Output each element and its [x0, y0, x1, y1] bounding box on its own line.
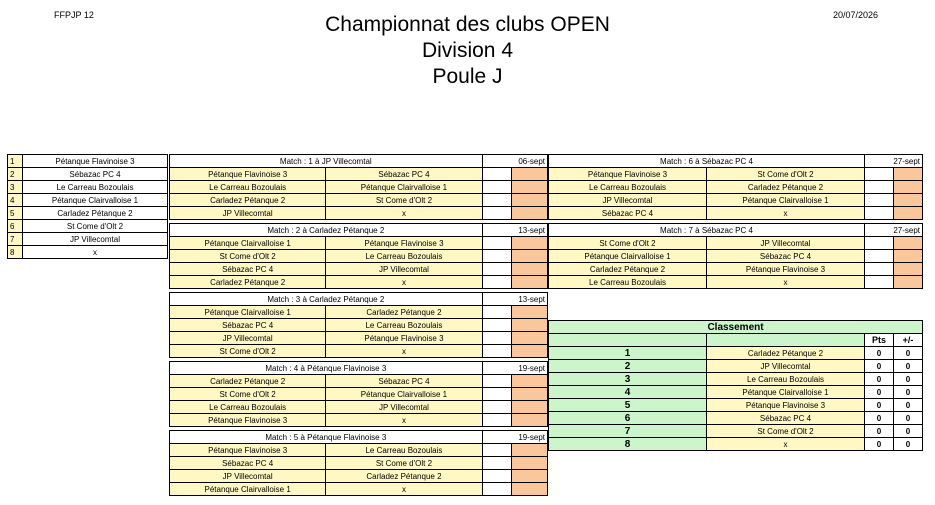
match-game-row [549, 263, 923, 276]
score-cell [894, 181, 923, 194]
home-team: JP Villecomtal [549, 194, 707, 207]
away-team: St Come d'Olt 2 [326, 194, 482, 207]
rank-diff: 0 [894, 412, 923, 425]
score-cell [482, 207, 512, 220]
away-team: Sébazac PC 4 [326, 375, 482, 388]
rank-team: JP Villecomtal [707, 360, 865, 373]
score-cell [482, 414, 512, 427]
score-cell [512, 401, 548, 414]
team-row [8, 155, 168, 168]
home-team: St Come d'Olt 2 [170, 250, 326, 263]
match-game-row [170, 401, 548, 414]
match-game-row [549, 168, 923, 181]
team-name: Carladez Pétanque 2 [23, 207, 168, 220]
score-cell [482, 194, 512, 207]
score-cell [482, 457, 512, 470]
rank-number: 5 [549, 399, 707, 412]
match-label: Match : 3 à Carladez Pétanque 2 [170, 293, 483, 306]
match-table-1 [169, 154, 548, 220]
home-team: Sébazac PC 4 [170, 263, 326, 276]
away-team: Pétanque Flavinoise 3 [326, 237, 482, 250]
rank-points: 0 [865, 347, 894, 360]
away-team: St Come d'Olt 2 [326, 457, 482, 470]
rank-number: 6 [549, 412, 707, 425]
rank-diff: 0 [894, 360, 923, 373]
rank-team: Carladez Pétanque 2 [707, 347, 865, 360]
score-cell [865, 181, 894, 194]
match-header [170, 293, 548, 306]
team-row [8, 233, 168, 246]
rank-points: 0 [865, 425, 894, 438]
away-team: Pétanque Clairvalloise 1 [326, 388, 482, 401]
team-name: Le Carreau Bozoulais [23, 181, 168, 194]
match-table-3 [169, 292, 548, 358]
rank-points: 0 [865, 438, 894, 451]
score-cell [512, 181, 548, 194]
score-cell [512, 319, 548, 332]
match-game-row [170, 237, 548, 250]
away-team: x [326, 414, 482, 427]
team-row [8, 207, 168, 220]
score-cell [512, 414, 548, 427]
score-cell [865, 207, 894, 220]
organization-code: FFPJP 12 [54, 10, 94, 20]
home-team: Le Carreau Bozoulais [170, 401, 326, 414]
score-cell [894, 194, 923, 207]
away-team: Carladez Pétanque 2 [326, 470, 482, 483]
match-game-row [549, 207, 923, 220]
score-cell [482, 319, 512, 332]
match-label: Match : 5 à Pétanque Flavinoise 3 [170, 431, 483, 444]
match-game-row [170, 181, 548, 194]
score-cell [512, 444, 548, 457]
score-cell [512, 345, 548, 358]
home-team: St Come d'Olt 2 [170, 345, 326, 358]
away-team: Le Carreau Bozoulais [326, 319, 482, 332]
rank-team: Le Carreau Bozoulais [707, 373, 865, 386]
home-team: Pétanque Clairvalloise 1 [170, 483, 326, 496]
match-game-row [549, 276, 923, 289]
ranking-row [549, 412, 923, 425]
match-game-row [549, 237, 923, 250]
match-date: 19-sept [482, 431, 547, 444]
match-game-row [170, 388, 548, 401]
team-name: Sébazac PC 4 [23, 168, 168, 181]
team-row [8, 194, 168, 207]
match-game-row [170, 306, 548, 319]
match-game-row [170, 444, 548, 457]
score-cell [865, 237, 894, 250]
home-team: Le Carreau Bozoulais [549, 276, 707, 289]
score-cell [482, 250, 512, 263]
score-cell [512, 306, 548, 319]
home-team: JP Villecomtal [170, 470, 326, 483]
home-team: Sébazac PC 4 [170, 319, 326, 332]
score-cell [482, 276, 512, 289]
away-team: x [326, 276, 482, 289]
home-team: Pétanque Flavinoise 3 [170, 444, 326, 457]
score-cell [894, 168, 923, 181]
away-team: JP Villecomtal [326, 401, 482, 414]
rank-number: 4 [549, 386, 707, 399]
print-date: 20/07/2026 [833, 10, 879, 20]
match-game-row [170, 457, 548, 470]
pool-title: Poule J [432, 65, 503, 88]
score-cell [512, 207, 548, 220]
match-date: 06-sept [482, 155, 547, 168]
team-row [8, 168, 168, 181]
rank-diff: 0 [894, 399, 923, 412]
match-game-row [170, 276, 548, 289]
match-game-row [170, 250, 548, 263]
home-team: JP Villecomtal [170, 207, 326, 220]
rank-number: 2 [549, 360, 707, 373]
match-date: 19-sept [482, 362, 547, 375]
home-team: Pétanque Clairvalloise 1 [549, 250, 707, 263]
away-team: Pétanque Clairvalloise 1 [326, 181, 482, 194]
score-cell [482, 237, 512, 250]
match-header [170, 431, 548, 444]
home-team: Pétanque Flavinoise 3 [170, 414, 326, 427]
away-team: Sébazac PC 4 [707, 250, 865, 263]
score-cell [482, 388, 512, 401]
match-game-row [170, 332, 548, 345]
away-team: St Come d'Olt 2 [707, 168, 865, 181]
rank-diff: 0 [894, 425, 923, 438]
score-cell [482, 375, 512, 388]
home-team: Carladez Pétanque 2 [170, 194, 326, 207]
home-team: Carladez Pétanque 2 [170, 276, 326, 289]
away-team: Pétanque Clairvalloise 1 [707, 194, 865, 207]
score-cell [482, 483, 512, 496]
match-table-6 [548, 154, 923, 220]
ranking-row [549, 399, 923, 412]
away-team: Sébazac PC 4 [326, 168, 482, 181]
match-table-5 [169, 430, 548, 496]
team-list [7, 154, 168, 259]
team-number: 5 [8, 207, 23, 220]
rank-diff: 0 [894, 373, 923, 386]
team-name: Pétanque Flavinoise 3 [23, 155, 168, 168]
match-header [170, 224, 548, 237]
away-team: Carladez Pétanque 2 [326, 306, 482, 319]
home-team: JP Villecomtal [170, 332, 326, 345]
away-team: x [326, 345, 482, 358]
match-game-row [170, 414, 548, 427]
rank-number: 8 [549, 438, 707, 451]
away-team: Pétanque Flavinoise 3 [326, 332, 482, 345]
ranking-table [548, 320, 923, 451]
match-table-7 [548, 223, 923, 289]
score-cell [512, 263, 548, 276]
match-label: Match : 2 à Carladez Pétanque 2 [170, 224, 483, 237]
team-name: x [23, 246, 168, 259]
rank-points: 0 [865, 373, 894, 386]
ranking-header-blank [707, 334, 865, 347]
division-title: Division 4 [421, 39, 514, 62]
match-date: 27-sept [865, 155, 923, 168]
score-cell [482, 401, 512, 414]
away-team: x [707, 276, 865, 289]
match-table-2 [169, 223, 548, 289]
team-row [8, 246, 168, 259]
score-cell [482, 181, 512, 194]
match-game-row [170, 483, 548, 496]
score-cell [512, 194, 548, 207]
team-name: Pétanque Clairvalloise 1 [23, 194, 168, 207]
away-team: JP Villecomtal [707, 237, 865, 250]
score-cell [894, 263, 923, 276]
match-table-4 [169, 361, 548, 427]
match-game-row [170, 194, 548, 207]
ranking-row [549, 438, 923, 451]
team-name: JP Villecomtal [23, 233, 168, 246]
score-cell [512, 375, 548, 388]
score-cell [865, 263, 894, 276]
match-date: 27-sept [865, 224, 923, 237]
ranking-row [549, 386, 923, 399]
home-team: Sébazac PC 4 [170, 457, 326, 470]
team-number: 6 [8, 220, 23, 233]
match-date: 13-sept [482, 293, 547, 306]
away-team: x [707, 207, 865, 220]
match-header [549, 224, 923, 237]
match-game-row [549, 181, 923, 194]
ranking-row [549, 425, 923, 438]
score-cell [894, 276, 923, 289]
ranking-col-diff: +/- [894, 334, 923, 347]
match-header [170, 155, 548, 168]
score-cell [512, 332, 548, 345]
team-number: 2 [8, 168, 23, 181]
ranking-row [549, 373, 923, 386]
match-game-row [170, 207, 548, 220]
home-team: Carladez Pétanque 2 [170, 375, 326, 388]
ranking-col-pts: Pts [865, 334, 894, 347]
match-header [549, 155, 923, 168]
rank-number: 1 [549, 347, 707, 360]
home-team: Pétanque Clairvalloise 1 [170, 237, 326, 250]
score-cell [512, 470, 548, 483]
rank-team: Pétanque Flavinoise 3 [707, 399, 865, 412]
score-cell [865, 250, 894, 263]
rank-number: 3 [549, 373, 707, 386]
match-game-row [170, 345, 548, 358]
team-row [8, 181, 168, 194]
away-team: JP Villecomtal [326, 263, 482, 276]
match-header [170, 362, 548, 375]
rank-team: St Come d'Olt 2 [707, 425, 865, 438]
away-team: x [326, 207, 482, 220]
away-team: Le Carreau Bozoulais [326, 250, 482, 263]
match-game-row [170, 263, 548, 276]
ranking-header-blank [549, 334, 707, 347]
rank-diff: 0 [894, 347, 923, 360]
match-label: Match : 4 à Pétanque Flavinoise 3 [170, 362, 483, 375]
rank-points: 0 [865, 412, 894, 425]
score-cell [894, 207, 923, 220]
ranking-row [549, 360, 923, 373]
match-game-row [170, 375, 548, 388]
score-cell [482, 263, 512, 276]
match-game-row [170, 470, 548, 483]
score-cell [482, 470, 512, 483]
rank-points: 0 [865, 399, 894, 412]
score-cell [512, 250, 548, 263]
team-row [8, 220, 168, 233]
match-game-row [170, 168, 548, 181]
ranking-title: Classement [549, 321, 923, 334]
page-title: Championnat des clubs OPEN [325, 13, 610, 36]
team-number: 8 [8, 246, 23, 259]
team-name: St Come d'Olt 2 [23, 220, 168, 233]
ranking-row [549, 347, 923, 360]
score-cell [865, 276, 894, 289]
score-cell [512, 276, 548, 289]
score-cell [512, 168, 548, 181]
rank-diff: 0 [894, 438, 923, 451]
score-cell [894, 237, 923, 250]
team-number: 1 [8, 155, 23, 168]
score-cell [482, 306, 512, 319]
score-cell [894, 250, 923, 263]
rank-team: Sébazac PC 4 [707, 412, 865, 425]
team-number: 3 [8, 181, 23, 194]
rank-team: x [707, 438, 865, 451]
score-cell [482, 332, 512, 345]
score-cell [865, 168, 894, 181]
match-label: Match : 1 à JP Villecomtal [170, 155, 483, 168]
home-team: Pétanque Flavinoise 3 [170, 168, 326, 181]
away-team: Le Carreau Bozoulais [326, 444, 482, 457]
rank-team: Pétanque Clairvalloise 1 [707, 386, 865, 399]
away-team: Carladez Pétanque 2 [707, 181, 865, 194]
rank-number: 7 [549, 425, 707, 438]
home-team: St Come d'Olt 2 [549, 237, 707, 250]
away-team: Pétanque Flavinoise 3 [707, 263, 865, 276]
rank-diff: 0 [894, 386, 923, 399]
score-cell [512, 483, 548, 496]
score-cell [482, 345, 512, 358]
score-cell [482, 444, 512, 457]
score-cell [482, 168, 512, 181]
home-team: Pétanque Flavinoise 3 [549, 168, 707, 181]
match-game-row [549, 250, 923, 263]
away-team: x [326, 483, 482, 496]
rank-points: 0 [865, 386, 894, 399]
match-date: 13-sept [482, 224, 547, 237]
home-team: Carladez Pétanque 2 [549, 263, 707, 276]
team-number: 4 [8, 194, 23, 207]
match-game-row [170, 319, 548, 332]
score-cell [512, 237, 548, 250]
team-number: 7 [8, 233, 23, 246]
match-label: Match : 6 à Sébazac PC 4 [549, 155, 865, 168]
score-cell [865, 194, 894, 207]
score-cell [512, 388, 548, 401]
match-label: Match : 7 à Sébazac PC 4 [549, 224, 865, 237]
home-team: Le Carreau Bozoulais [170, 181, 326, 194]
home-team: St Come d'Olt 2 [170, 388, 326, 401]
score-cell [512, 457, 548, 470]
match-game-row [549, 194, 923, 207]
home-team: Le Carreau Bozoulais [549, 181, 707, 194]
home-team: Sébazac PC 4 [549, 207, 707, 220]
home-team: Pétanque Clairvalloise 1 [170, 306, 326, 319]
rank-points: 0 [865, 360, 894, 373]
